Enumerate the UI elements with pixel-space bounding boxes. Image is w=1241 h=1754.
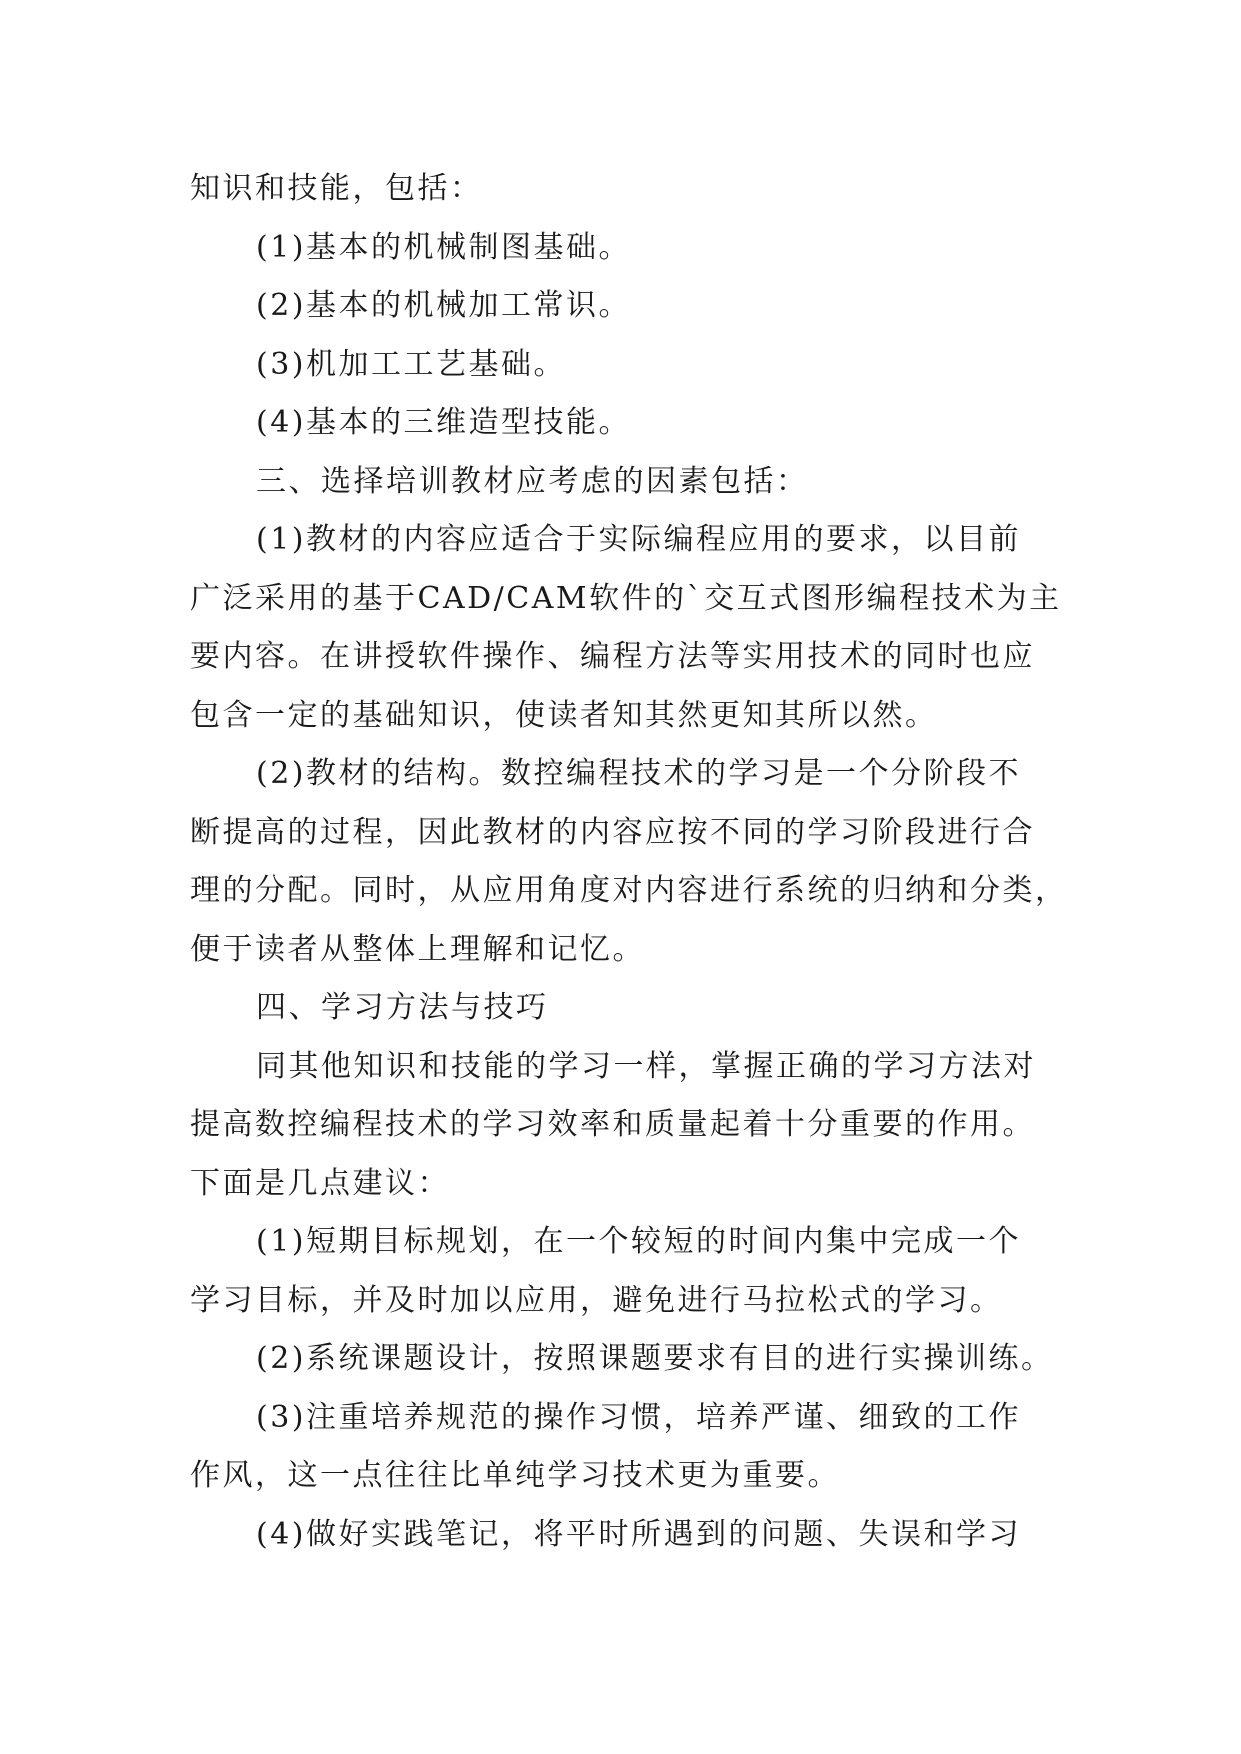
- document-body: [190, 160, 1068, 1564]
- list-item: (1)教材的内容应适合于实际编程应用的要求，以目前: [256, 522, 1021, 557]
- section-heading: 三、选择培训教材应考虑的因素包括：: [256, 463, 809, 499]
- text-line: 包含一定的基础知识，使读者知其然更知其所以然。: [190, 697, 938, 733]
- list-item: (1)短期目标规划，在一个较短的时间内集中完成一个: [256, 1224, 1021, 1259]
- text-line: 断提高的过程，因此教材的内容应按不同的学习阶段进行合: [190, 814, 1035, 850]
- text-line: 下面是几点建议：: [190, 1165, 450, 1201]
- text-line: 作风，这一点往往比单纯学习技术更为重要。: [190, 1458, 840, 1493]
- list-item: (1)基本的机械制图基础。: [256, 229, 631, 265]
- text-line: 便于读者从整体上理解和记忆。: [190, 931, 645, 967]
- list-item: (3)注重培养规范的操作习惯，培养严谨、细致的工作: [256, 1399, 1021, 1435]
- list-item: (2)教材的结构。数控编程技术的学习是一个分阶段不: [256, 756, 1021, 791]
- list-item: (2)系统课题设计，按照课题要求有目的进行实操训练。: [256, 1341, 1054, 1376]
- text-line: 知识和技能，包括：: [190, 171, 483, 206]
- list-item: (4)基本的三维造型技能。: [256, 405, 631, 440]
- text-line: 提高数控编程技术的学习效率和质量起着十分重要的作用。: [190, 1107, 1035, 1142]
- text-line: 要内容。在讲授软件操作、编程方法等实用技术的同时也应: [190, 639, 1035, 674]
- list-item: (3)机加工工艺基础。: [256, 346, 566, 382]
- list-item: (4)做好实践笔记，将平时所遇到的问题、失误和学习: [256, 1516, 1021, 1552]
- section-heading: 四、学习方法与技巧: [256, 990, 549, 1025]
- text-line: 理的分配。同时，从应用角度对内容进行系统的归纳和分类，: [190, 873, 1068, 908]
- text-line: 广泛采用的基于CAD/CAM软件的`交互式图形编程技术为主: [190, 580, 1062, 616]
- text-line: 同其他知识和技能的学习一样，掌握正确的学习方法对: [256, 1048, 1036, 1084]
- text-line: 学习目标，并及时加以应用，避免进行马拉松式的学习。: [190, 1282, 1003, 1318]
- list-item: (2)基本的机械加工常识。: [256, 288, 631, 323]
